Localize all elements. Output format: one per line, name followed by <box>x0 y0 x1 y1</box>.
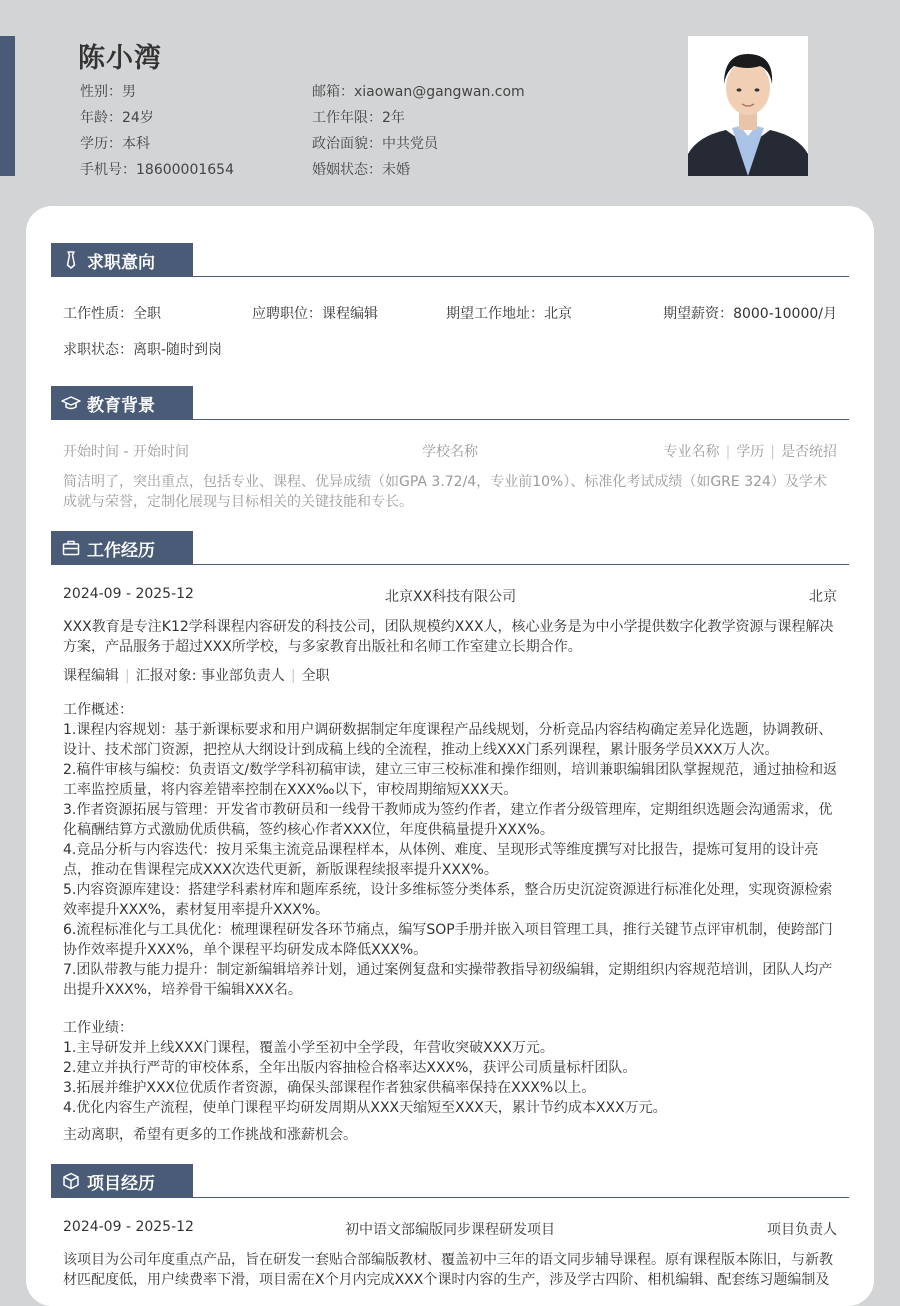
phone-field: 手机号：18600001654 <box>80 162 234 178</box>
work-achievements <box>63 1018 839 1118</box>
tie-icon <box>61 250 81 270</box>
achievement-item: 4.优化内容生产流程，使单门课程平均研发周期从XXX天缩短至XXX天，累计节约成本XXX万元。 <box>63 1100 667 1116</box>
work-city: 北京 <box>809 589 837 605</box>
overview-item: 6.流程标准化与工具优化：梳理课程研发各环节痛点，编写SOP手册并嵌入项目管理工具，推行关键节点评审机制，使跨部门协作效率提升XXX%，单个课程平均研发成本降低XXX%。 <box>63 922 833 958</box>
section-intent-title: 求职意向 <box>87 252 155 273</box>
job-status: 求职状态：离职-随时到岗 <box>63 342 223 358</box>
overview-item: 5.内容资源库建设：搭建学科素材库和题库系统，设计多维标签分类体系，整合历史沉淀资源进行标准化处理，实现资源检索效率提升XXX%，素材复用率提升XXX%。 <box>63 882 833 918</box>
work-role: 课程编辑 <box>63 668 119 684</box>
candidate-name: 陈小湾 <box>78 43 162 74</box>
graduation-cap-icon <box>61 393 81 413</box>
project-time: 2024-09 - 2025-12 <box>63 1219 194 1235</box>
section-work-title: 工作经历 <box>87 540 155 561</box>
work-overview <box>63 700 839 1000</box>
achievement-item: 1.主导研发并上线XXX门课程，覆盖小学至初中全学段，年营收突破XXX万元。 <box>63 1040 554 1056</box>
overview-item: 3.作者资源拓展与管理：开发省市教研员和一线骨干教师成为签约作者，建立作者分级管理库，定期组织选题会沟通需求，优化稿酬结算方式激励优质供稿，签约核心作者XXX位，年度供稿量提升XXX%。 <box>63 802 833 838</box>
years-field: 工作年限：2年 <box>312 110 405 126</box>
work-jobtype: 全职 <box>301 668 330 684</box>
email-field: 邮箱：xiaowan@gangwan.com <box>312 84 525 100</box>
section-project-header <box>51 1164 849 1198</box>
achievement-item: 3.拓展并维护XXX位优质作者资源，确保头部课程作者独家供稿率保持在XXX%以上。 <box>63 1080 596 1096</box>
achievement-item: 2.建立并执行严苛的审校体系，全年出版内容抽检合格率达XXX%，获评公司质量标杆团队。 <box>63 1060 637 1076</box>
basic-info-right <box>312 82 525 186</box>
work-role-line: 课程编辑 | 汇报对象: 事业部负责人 | 全职 <box>63 668 330 684</box>
edu-unified: 是否统招 <box>781 444 837 460</box>
profile-photo <box>688 36 808 176</box>
politics-field: 政治面貌：中共党员 <box>312 136 438 152</box>
project-role: 项目负责人 <box>767 1222 837 1238</box>
section-education-title: 教育背景 <box>87 395 155 416</box>
edu-major: 专业名称 <box>663 444 720 460</box>
briefcase-icon <box>61 538 81 558</box>
section-education-header <box>51 386 849 420</box>
overview-title: 工作概述： <box>63 702 133 718</box>
edu-major-line: 专业名称 | 学历 | 是否统招 <box>663 444 837 460</box>
overview-item: 2.稿件审核与编校：负责语文/数学学科初稿审读，建立三审三校标准和操作细则，培训兼职编辑团队掌握规范，通过抽检和返工率监控质量，将内容差错率控制在XXX‰以下，审校周期缩短XXX天。 <box>63 762 838 798</box>
marital-field: 婚姻状态：未婚 <box>312 162 410 178</box>
edu-time: 开始时间 - 开始时间 <box>63 444 189 460</box>
edu-description: 简洁明了，突出重点，包括专业、课程、优异成绩（如GPA 3.72/4，专业前10%）、标准化考试成绩（如GRE 324）及学术成就与荣誉，定制化展现与目标相关的关键技能和专长。 <box>63 474 827 510</box>
job-salary: 期望薪资：8000-10000/月 <box>663 306 837 322</box>
work-time: 2024-09 - 2025-12 <box>63 586 194 602</box>
overview-item: 1.课程内容规划：基于新课标要求和用户调研数据制定年度课程产品线规划，分析竞品内容结构确定差异化选题，协调教研、设计、技术部门资源，把控从大纲设计到成稿上线的全流程，推动上线XXX门系列课程，累计服务学员XXX万人次。 <box>63 722 833 758</box>
achievements-title: 工作业绩： <box>63 1020 133 1036</box>
project-description: 该项目为公司年度重点产品，旨在研发一套贴合部编版教材、覆盖初中三年的语文同步辅导课程。原有课程版本陈旧，与新教材匹配度低，用户续费率下滑，项目需在X个月内完成XXX个课时内容的生产，涉及学古四阶、相机编辑、配套练习题编制及 <box>63 1252 833 1288</box>
accent-bar <box>0 36 15 176</box>
job-location: 期望工作地址：北京 <box>446 306 572 322</box>
work-company-intro: XXX教育是专注K12学科课程内容研发的科技公司，团队规模约XXX人，核心业务是为中小学提供数字化教学资源与课程解决方案，产品服务于超过XXX所学校，与多家教育出版社和名师工作室建立长期合作。 <box>63 619 834 655</box>
section-project-title: 项目经历 <box>87 1173 155 1194</box>
cube-icon <box>61 1171 81 1191</box>
work-company: 北京XX科技有限公司 <box>385 589 517 605</box>
overview-item: 4.竞品分析与内容迭代：按月采集主流竞品课程样本，从体例、难度、呈现形式等维度撰写对比报告，提炼可复用的设计亮点，推动在售课程完成XXX次迭代更新，新版课程续报率提升XXX%。 <box>63 842 819 878</box>
basic-info-left <box>80 82 234 186</box>
job-type: 工作性质：全职 <box>63 306 161 322</box>
work-report: 汇报对象: 事业部负责人 <box>135 668 285 684</box>
section-work-header <box>51 531 849 565</box>
edu-school: 学校名称 <box>422 444 478 460</box>
project-name: 初中语文部编版同步课程研发项目 <box>345 1222 555 1238</box>
leave-reason: 主动离职，希望有更多的工作挑战和涨薪机会。 <box>63 1127 357 1143</box>
edu-degree: 学历 <box>736 444 765 460</box>
overview-item: 7.团队带教与能力提升：制定新编辑培养计划，通过案例复盘和实操带教指导初级编辑，定期组织内容规范培训，团队人均产出提升XXX%，培养骨干编辑XXX名。 <box>63 962 833 998</box>
gender-field: 性别：男 <box>80 84 136 100</box>
age-field: 年龄：24岁 <box>80 110 154 126</box>
job-position: 应聘职位：课程编辑 <box>252 306 378 322</box>
section-intent-header <box>51 243 849 277</box>
education-field: 学历：本科 <box>80 136 150 152</box>
